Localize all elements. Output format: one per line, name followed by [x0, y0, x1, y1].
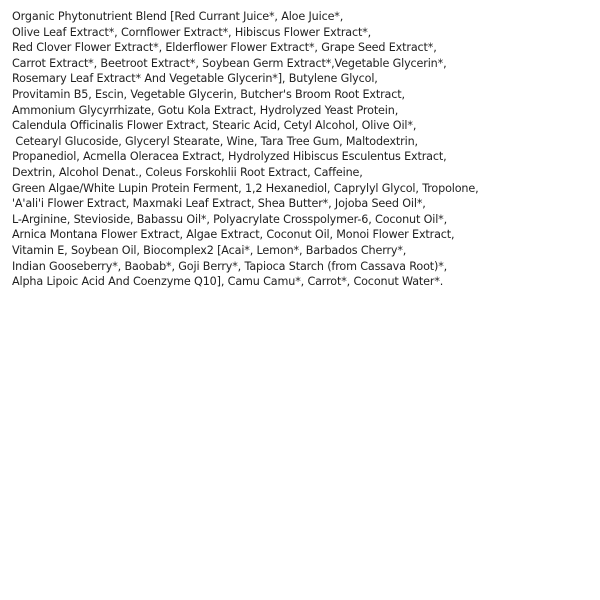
ingredients-line: Red Clover Flower Extract*, Elderflower Flower Extract*, Grape Seed Extract*, [12, 41, 437, 55]
ingredients-line: Provitamin B5, Escin, Vegetable Glycerin, Butcher's Broom Root Extract, [12, 87, 405, 101]
ingredients-line: Vitamin E, Soybean Oil, Biocomplex2 [Acai*, Lemon*, Barbados Cherry*, [12, 243, 407, 257]
ingredients-text [12, 9, 592, 290]
ingredients-line: Dextrin, Alcohol Denat., Coleus Forskohlii Root Extract, Caffeine, [12, 165, 363, 179]
ingredients-line: Propanediol, Acmella Oleracea Extract, Hydrolyzed Hibiscus Esculentus Extract, [12, 150, 447, 164]
ingredients-line: Carrot Extract*, Beetroot Extract*, Soybean Germ Extract*,Vegetable Glycerin*, [12, 56, 447, 70]
ingredients-line: Alpha Lipoic Acid And Coenzyme Q10], Camu Camu*, Carrot*, Coconut Water*. [12, 275, 444, 289]
ingredients-line: Olive Leaf Extract*, Cornflower Extract*, Hibiscus Flower Extract*, [12, 25, 372, 39]
ingredients-line: Indian Gooseberry*, Baobab*, Goji Berry*, Tapioca Starch (from Cassava Root)*, [12, 259, 448, 273]
ingredients-line: Rosemary Leaf Extract* And Vegetable Glycerin*], Butylene Glycol, [12, 72, 378, 86]
ingredients-line: Organic Phytonutrient Blend [Red Currant Juice*, Aloe Juice*, [12, 10, 344, 23]
ingredients-line: Arnica Montana Flower Extract, Algae Extract, Coconut Oil, Monoi Flower Extract, [12, 228, 455, 242]
ingredients-line: Ammonium Glycyrrhizate, Gotu Kola Extract, Hydrolyzed Yeast Protein, [12, 103, 399, 117]
ingredients-line: 'A'ali'i Flower Extract, Maxmaki Leaf Extract, Shea Butter*, Jojoba Seed Oil*, [12, 197, 426, 211]
ingredients-line: Calendula Officinalis Flower Extract, Stearic Acid, Cetyl Alcohol, Olive Oil*, [12, 119, 417, 133]
ingredients-line: L-Arginine, Stevioside, Babassu Oil*, Polyacrylate Crosspolymer-6, Coconut Oil*, [12, 212, 448, 226]
ingredients-line: Cetearyl Glucoside, Glyceryl Stearate, Wine, Tara Tree Gum, Maltodextrin, [12, 134, 418, 148]
ingredients-line: Green Algae/White Lupin Protein Ferment, 1,2 Hexanediol, Caprylyl Glycol, Tropolone, [12, 181, 479, 195]
